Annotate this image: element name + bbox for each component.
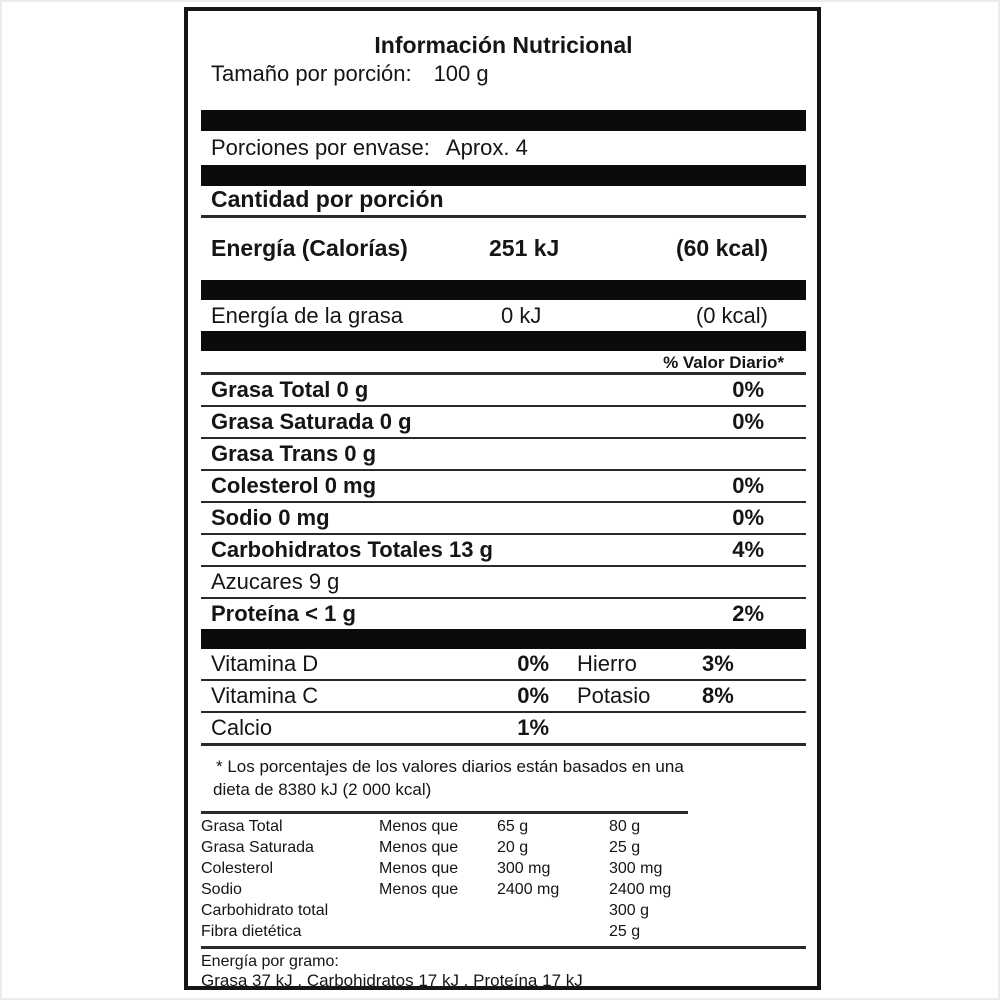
reference-values-table xyxy=(201,816,806,942)
reference-row-saturated-fat: Grasa Saturada Menos que 20 g 25 g xyxy=(201,839,641,856)
reference-table-top-rule xyxy=(201,811,688,814)
nutrient-row-saturated-fat: Grasa Saturada 0 g 0% xyxy=(201,405,806,437)
separator-bar xyxy=(201,331,806,351)
nutrient-row-total-fat: Grasa Total 0 g 0% xyxy=(211,377,764,402)
reference-row-cholesterol: Colesterol Menos que 300 mg 300 mg xyxy=(201,860,663,877)
energy-kj-value: 251 kJ xyxy=(489,235,560,261)
daily-value-footnote xyxy=(201,755,806,801)
nutrient-table xyxy=(201,372,806,629)
vitamin-row-calcium: Calcio 1% xyxy=(201,711,806,743)
panel-content xyxy=(188,32,817,990)
servings-per-container-row xyxy=(201,135,806,161)
energy-fat-kcal-value: (0 kcal) xyxy=(695,303,768,328)
nutrient-row-total-carbohydrate: Carbohidratos Totales 13 g 4% xyxy=(201,533,806,565)
servings-per-container-value: Aprox. 4 xyxy=(445,135,528,160)
nutrient-row-sugars: Azucares 9 g xyxy=(201,565,806,597)
footnote-line-2: dieta de 8380 kJ (2 000 kcal) xyxy=(213,780,432,799)
nutrition-facts-panel xyxy=(184,7,821,990)
reference-row-dietary-fiber: Fibra dietética 25 g xyxy=(201,923,641,940)
reference-row-total-fat: Grasa Total Menos que 65 g 80 g xyxy=(201,818,641,835)
energy-row xyxy=(201,235,806,261)
nutrient-row-sodium: Sodio 0 mg 0% xyxy=(201,501,806,533)
nutrient-row-trans-fat: Grasa Trans 0 g xyxy=(201,437,806,469)
energy-fat-kj-value: 0 kJ xyxy=(501,303,542,328)
reference-row-sodium: Sodio Menos que 2400 mg 2400 mg xyxy=(201,881,672,898)
serving-size-label: Tamaño por porción: xyxy=(211,61,412,86)
servings-per-container-label: Porciones por envase: xyxy=(211,135,430,160)
energy-per-gram-values: Grasa 37 kJ . Carbohidratos 17 kJ . Proteína 17 kJ xyxy=(201,971,583,990)
serving-size-row xyxy=(201,61,806,87)
energy-fat-label: Energía de la grasa xyxy=(211,303,404,328)
energy-per-gram-top-rule xyxy=(201,946,806,949)
energy-kcal-value: (60 kcal) xyxy=(675,235,768,261)
separator-bar xyxy=(201,165,806,186)
energy-from-fat-row xyxy=(201,303,806,328)
vitamin-table xyxy=(201,649,806,746)
energy-label: Energía (Calorías) xyxy=(211,235,408,261)
separator-bar xyxy=(201,280,806,300)
footnote-line-1: * Los porcentajes de los valores diarios están basados en una xyxy=(216,757,684,776)
amount-per-serving-header: Cantidad por porción xyxy=(201,186,806,218)
separator-bar xyxy=(201,110,806,131)
vitamin-row-d-iron: Vitamina D 0% Hierro 3% xyxy=(211,651,734,676)
nutrient-row-protein: Proteína < 1 g 2% xyxy=(201,597,806,629)
nutrient-row-cholesterol: Colesterol 0 mg 0% xyxy=(201,469,806,501)
energy-per-gram-label: Energía por gramo: xyxy=(201,953,339,970)
serving-size-value: 100 g xyxy=(433,61,489,86)
vitamin-row-c-potassium: Vitamina C 0% Potasio 8% xyxy=(201,679,806,711)
reference-row-total-carbohydrate: Carbohidrato total 300 g xyxy=(201,902,650,919)
separator-bar xyxy=(201,629,806,649)
panel-title: Información Nutricional xyxy=(374,32,633,58)
daily-value-header: % Valor Diario* xyxy=(663,353,784,372)
